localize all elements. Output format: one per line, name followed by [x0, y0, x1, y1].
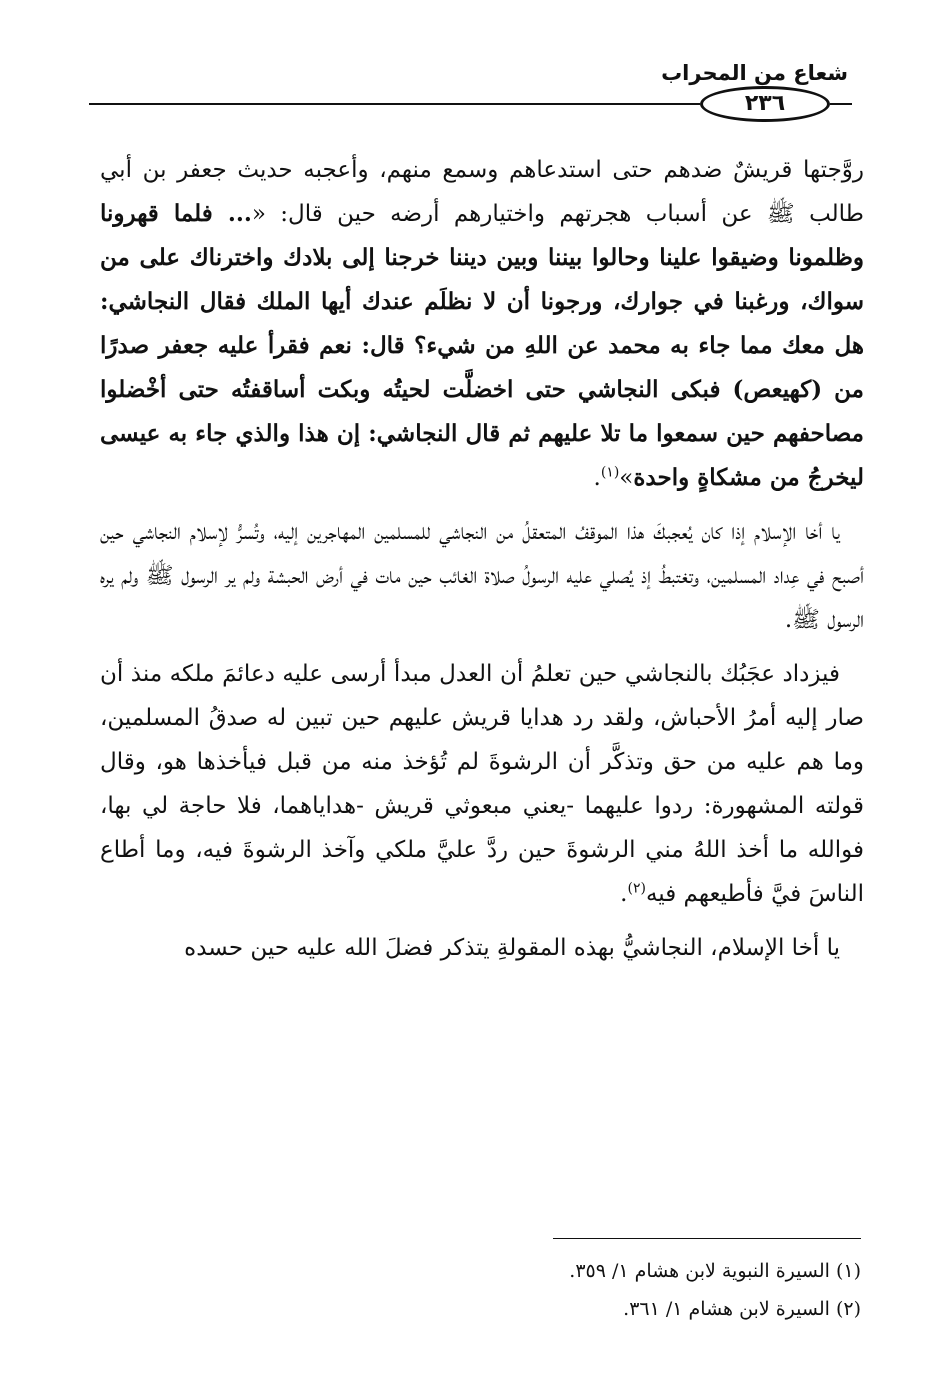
footnotes — [161, 1252, 861, 1328]
footnote-rule — [553, 1238, 861, 1239]
header-rule — [89, 103, 700, 105]
text-run: روَّجتها قريشٌ ضدهم حتى استدعاهم وسمع منهم، وأعجبه حديث جعفر بن أبي طالب ﷺ عن أسباب هجرتهم واختيارهم أرضه حين قال: « — [100, 157, 864, 227]
paragraph — [100, 652, 864, 916]
paragraph — [100, 926, 864, 970]
text-run: » — [619, 465, 634, 491]
text-run: يا أخا الإسلام إذا كان يُعجبكَ هذا الموقفُ المتعقلُ من النجاشي للمسلمين المهاجرين إليه، وتُسرُّ لإسلام النجاشي حين أصبح في عِداد المسلمين، وتغتبطُ إذ يُصلي عليه الرسولُ صلاة الغائب حين مات في أرض الحبشة ولم ير الرسول ﷺ ولم يره الرسول ﷺ. — [100, 519, 864, 633]
footnote-reference: (١) — [600, 464, 620, 481]
quoted-text: ... فلما قهرونا وظلمونا وضيقوا علينا وحالوا بيننا وبين ديننا خرجنا إلى بلادك واخترناك على من سواك، ورغبنا في جوارك، ورجونا أن لا نظلَم عندك أيها الملك فقال النجاشي: هل معك مما جاء به محمد عن اللهِ من شيء؟ قال: نعم فقرأ عليه جعفر صدرًا من (كهيعص) فبكى النجاشي حتى اخضلَّت لحيتُه وبكت أساقفتُه حتى أخْضلوا مصاحفهم حين سمعوا ما تلا عليهم ثم قال النجاشي: إن هذا والذي جاء به عيسى ليخرجُ من مشكاةٍ واحدة — [100, 200, 864, 491]
text-run: . — [593, 465, 601, 491]
footnote-2: (٢) السيرة لابن هشام ١/ ٣٦١. — [623, 1298, 861, 1320]
paragraph — [100, 148, 864, 500]
text-run: . — [620, 881, 628, 907]
page-number: ٢٣٦ — [700, 86, 830, 122]
footnote-reference: (٢) — [627, 880, 646, 897]
body-text — [100, 148, 864, 980]
paragraph — [100, 510, 864, 642]
running-title: شعاع من المحراب — [661, 61, 848, 85]
footnote-1: (١) السيرة النبوية لابن هشام ١/ ٣٥٩. — [569, 1260, 861, 1282]
text-run: فيزداد عجَبُك بالنجاشي حين تعلمُ أن العدل مبدأ أرسى عليه دعائمَ ملكه منذ أن صار إليه أمرُ الأحباش، ولقد رد هدايا قريش عليهم حين تبين له صدقُ المسلمين، وما هم عليه من حق وتذكَّر أن الرشوةَ لم تُؤخذ منه من قبل فيأخذها هو، وقال قولته المشهورة: ردوا عليهما -يعني مبعوثي قريش -هداياهما، فلا حاجة لي بها، فوالله ما أخذ اللهُ مني الرشوةَ حين ردَّ عليَّ ملكي وآخذ الرشوةَ فيه، وما أطاع الناسَ فيَّ فأطيعهم فيه — [100, 661, 864, 907]
header-rule-tail — [830, 103, 852, 105]
text-run: يا أخا الإسلام، النجاشيُّ بهذه المقولةِ يتذكر فضلَ الله عليه حين حسده — [184, 935, 840, 961]
